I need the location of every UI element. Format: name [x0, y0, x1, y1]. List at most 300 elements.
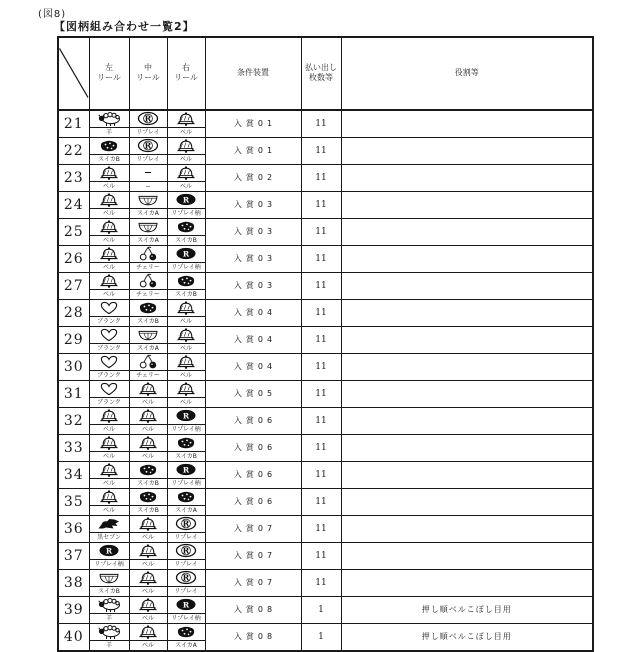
- condition-device-cell: 入賞08: [205, 596, 301, 623]
- symbol-label: スイカA: [175, 506, 197, 514]
- right-reel-cell: [167, 272, 205, 299]
- symbol-label: ブランク: [97, 398, 121, 406]
- melon-dark-icon: [168, 435, 205, 452]
- middle-reel-cell: [129, 461, 167, 488]
- symbol-label: ベル: [102, 263, 115, 271]
- symbol-label: ベル: [141, 533, 154, 541]
- symbol-label: 羊: [105, 128, 112, 136]
- dash-icon: [130, 165, 167, 182]
- row-number: 38: [58, 569, 89, 596]
- symbol-label: リプレイ: [174, 533, 198, 541]
- role-cell: [341, 380, 593, 407]
- left-reel-cell: [89, 353, 129, 380]
- payout-count-cell: 11: [301, 191, 341, 218]
- svg-text:R: R: [105, 546, 113, 556]
- condition-device-cell: 入賞07: [205, 569, 301, 596]
- melon-outline-icon: [90, 570, 129, 587]
- row-number: 33: [58, 434, 89, 461]
- black-seven-icon: [90, 516, 129, 533]
- symbol-label: ベル: [102, 182, 115, 190]
- replay-icon: [168, 543, 205, 560]
- row-number: 29: [58, 326, 89, 353]
- bell-icon: [90, 246, 129, 263]
- melon-dark-icon: [130, 462, 167, 479]
- header-row: [58, 37, 593, 110]
- condition-device-cell: 入賞02: [205, 164, 301, 191]
- condition-device-cell: 入賞01: [205, 137, 301, 164]
- left-reel-cell: [89, 218, 129, 245]
- oval-dark-icon: [168, 597, 205, 614]
- left-reel-cell: [89, 569, 129, 596]
- melon-dark-icon: [168, 489, 205, 506]
- symbol-label: ベル: [141, 425, 154, 433]
- svg-text:R: R: [182, 545, 190, 556]
- row-number: 21: [58, 110, 89, 138]
- replay-icon: [130, 111, 167, 128]
- left-reel-cell: [89, 299, 129, 326]
- left-reel-cell: [89, 542, 129, 569]
- right-reel-cell: [167, 515, 205, 542]
- bell-icon: [130, 570, 167, 587]
- payout-count-cell: 11: [301, 110, 341, 138]
- diagonal-line-icon: [59, 48, 89, 98]
- bell-icon: [90, 219, 129, 236]
- role-cell: 押し順ベルこぼし目用: [341, 596, 593, 623]
- payout-count-cell: 11: [301, 488, 341, 515]
- symbol-label: リプレイ: [174, 587, 198, 595]
- table-row: [58, 488, 593, 515]
- symbol-label: 羊: [105, 614, 112, 622]
- right-reel-cell: [167, 245, 205, 272]
- symbol-label: スイカB: [98, 587, 120, 595]
- left-reel-cell: [89, 488, 129, 515]
- bell-icon: [168, 138, 205, 155]
- table-body: [58, 110, 593, 651]
- bell-icon: [90, 192, 129, 209]
- figure-number: (図8): [38, 9, 67, 20]
- role-cell: [341, 326, 593, 353]
- condition-device-cell: 入賞04: [205, 353, 301, 380]
- svg-text:R: R: [182, 518, 190, 529]
- svg-text:R: R: [182, 249, 190, 259]
- bell-icon: [168, 300, 205, 317]
- row-number: 30: [58, 353, 89, 380]
- figure-title: 【図柄組み合わせ一覧2】: [54, 20, 195, 33]
- bell-icon: [90, 489, 129, 506]
- table-row: [58, 218, 593, 245]
- middle-reel-cell: [129, 299, 167, 326]
- right-reel-cell: [167, 434, 205, 461]
- bell-icon: [90, 273, 129, 290]
- payout-count-cell: 11: [301, 137, 341, 164]
- left-reel-cell: [89, 245, 129, 272]
- table-row: [58, 461, 593, 488]
- symbol-label: ベル: [179, 128, 192, 136]
- heart-icon: [90, 300, 129, 317]
- bell-icon: [130, 624, 167, 641]
- bell-icon: [168, 165, 205, 182]
- left-reel-cell: [89, 272, 129, 299]
- middle-reel-cell: [129, 569, 167, 596]
- heart-icon: [90, 327, 129, 344]
- table-row: [58, 380, 593, 407]
- condition-device-cell: 入賞03: [205, 245, 301, 272]
- header-middle-reel: 中 リール: [129, 37, 167, 110]
- symbol-label: ブランク: [97, 371, 121, 379]
- symbol-label: ブランク: [97, 344, 121, 352]
- row-number: 35: [58, 488, 89, 515]
- left-reel-cell: [89, 137, 129, 164]
- oval-dark-icon: [168, 408, 205, 425]
- role-cell: [341, 569, 593, 596]
- right-reel-cell: [167, 407, 205, 434]
- symbol-label: スイカB: [175, 290, 197, 298]
- condition-device-cell: 入賞05: [205, 380, 301, 407]
- melon-outline-icon: [130, 192, 167, 209]
- condition-device-cell: 入賞06: [205, 461, 301, 488]
- cherry-icon: [130, 273, 167, 290]
- symbol-label: ベル: [141, 398, 154, 406]
- role-cell: [341, 515, 593, 542]
- svg-text:R: R: [144, 140, 152, 151]
- left-reel-cell: [89, 434, 129, 461]
- middle-reel-cell: [129, 137, 167, 164]
- role-cell: [341, 272, 593, 299]
- condition-device-cell: 入賞04: [205, 326, 301, 353]
- melon-dark-icon: [90, 138, 129, 155]
- symbol-label: ベル: [141, 560, 154, 568]
- symbol-label: スイカB: [175, 452, 197, 460]
- condition-device-cell: 入賞06: [205, 407, 301, 434]
- row-number: 24: [58, 191, 89, 218]
- melon-dark-icon: [130, 300, 167, 317]
- middle-reel-cell: [129, 623, 167, 651]
- table-row: [58, 569, 593, 596]
- bell-icon: [168, 327, 205, 344]
- table-row: [58, 299, 593, 326]
- role-cell: [341, 164, 593, 191]
- svg-text:R: R: [182, 465, 190, 475]
- row-number: 22: [58, 137, 89, 164]
- bell-icon: [90, 435, 129, 452]
- table-row: [58, 434, 593, 461]
- right-reel-cell: [167, 623, 205, 651]
- table-row: [58, 407, 593, 434]
- condition-device-cell: 入賞07: [205, 542, 301, 569]
- payout-count-cell: 11: [301, 434, 341, 461]
- symbol-label: ベル: [141, 587, 154, 595]
- condition-device-cell: 入賞08: [205, 623, 301, 651]
- middle-reel-cell: [129, 191, 167, 218]
- middle-reel-cell: [129, 515, 167, 542]
- symbol-label: スイカB: [137, 479, 159, 487]
- payout-count-cell: 1: [301, 596, 341, 623]
- table-row: [58, 110, 593, 138]
- right-reel-cell: [167, 461, 205, 488]
- role-cell: [341, 299, 593, 326]
- left-reel-cell: [89, 191, 129, 218]
- replay-icon: [130, 138, 167, 155]
- symbol-label: リプレイ: [136, 128, 160, 136]
- symbol-label: チェリー: [136, 371, 160, 379]
- symbol-label: リプレイ柄: [171, 209, 201, 217]
- corner-cell: [58, 37, 89, 110]
- melon-outline-icon: [130, 219, 167, 236]
- right-reel-cell: [167, 380, 205, 407]
- symbol-label: ベル: [179, 182, 192, 190]
- symbol-label: 黒セブン: [97, 533, 121, 541]
- middle-reel-cell: [129, 245, 167, 272]
- right-reel-cell: [167, 299, 205, 326]
- role-cell: [341, 218, 593, 245]
- melon-dark-icon: [168, 624, 205, 641]
- symbol-label: ベル: [179, 317, 192, 325]
- bell-icon: [90, 165, 129, 182]
- role-cell: [341, 245, 593, 272]
- bell-icon: [168, 111, 205, 128]
- header-payout: 払い出し 枚数等: [301, 37, 341, 110]
- condition-device-cell: 入賞06: [205, 434, 301, 461]
- cherry-icon: [130, 354, 167, 371]
- oval-dark-icon: [168, 246, 205, 263]
- melon-dark-icon: [130, 489, 167, 506]
- heart-icon: [90, 354, 129, 371]
- bell-icon: [130, 381, 167, 398]
- oval-dark-icon: [168, 192, 205, 209]
- left-reel-cell: [89, 380, 129, 407]
- row-number: 32: [58, 407, 89, 434]
- payout-count-cell: 11: [301, 245, 341, 272]
- right-reel-cell: [167, 110, 205, 138]
- svg-text:R: R: [144, 113, 152, 124]
- symbol-label: スイカB: [98, 155, 120, 163]
- symbol-label: スイカA: [137, 236, 159, 244]
- heart-icon: [90, 381, 129, 398]
- right-reel-cell: [167, 596, 205, 623]
- symbol-label: チェリー: [136, 263, 160, 271]
- payout-count-cell: 11: [301, 164, 341, 191]
- role-cell: [341, 542, 593, 569]
- role-cell: [341, 137, 593, 164]
- left-reel-cell: [89, 515, 129, 542]
- middle-reel-cell: [129, 596, 167, 623]
- bell-icon: [168, 354, 205, 371]
- role-cell: 押し順ベルこぼし目用: [341, 623, 593, 651]
- right-reel-cell: [167, 326, 205, 353]
- condition-device-cell: 入賞04: [205, 299, 301, 326]
- row-number: 40: [58, 623, 89, 651]
- row-number: 31: [58, 380, 89, 407]
- condition-device-cell: 入賞03: [205, 272, 301, 299]
- symbol-label: ベル: [179, 398, 192, 406]
- middle-reel-cell: [129, 542, 167, 569]
- symbol-label: スイカA: [137, 209, 159, 217]
- symbol-label: リプレイ柄: [94, 560, 124, 568]
- row-number: 34: [58, 461, 89, 488]
- row-number: 39: [58, 596, 89, 623]
- middle-reel-cell: [129, 218, 167, 245]
- role-cell: [341, 407, 593, 434]
- payout-count-cell: 11: [301, 407, 341, 434]
- symbol-label: ベル: [102, 425, 115, 433]
- symbol-label: チェリー: [136, 290, 160, 298]
- left-reel-cell: [89, 164, 129, 191]
- symbol-label: ベル: [102, 452, 115, 460]
- replay-icon: [168, 570, 205, 587]
- left-reel-cell: [89, 623, 129, 651]
- condition-device-cell: 入賞06: [205, 488, 301, 515]
- table-row: [58, 326, 593, 353]
- svg-text:R: R: [182, 600, 190, 610]
- replay-icon: [168, 516, 205, 533]
- right-reel-cell: [167, 542, 205, 569]
- svg-text:R: R: [182, 195, 190, 205]
- payout-count-cell: 11: [301, 569, 341, 596]
- middle-reel-cell: [129, 380, 167, 407]
- payout-count-cell: 11: [301, 299, 341, 326]
- oval-dark-icon: [90, 543, 129, 560]
- bell-icon: [130, 435, 167, 452]
- cherry-icon: [130, 246, 167, 263]
- left-reel-cell: [89, 461, 129, 488]
- sheep-icon: [90, 597, 129, 614]
- symbol-label: リプレイ柄: [171, 614, 201, 622]
- bell-icon: [90, 462, 129, 479]
- role-cell: [341, 191, 593, 218]
- payout-count-cell: 11: [301, 515, 341, 542]
- sheep-icon: [90, 111, 129, 128]
- payout-count-cell: 11: [301, 461, 341, 488]
- row-number: 27: [58, 272, 89, 299]
- symbol-label: ベル: [141, 641, 154, 649]
- symbol-label: スイカB: [137, 317, 159, 325]
- right-reel-cell: [167, 569, 205, 596]
- symbol-label: ブランク: [97, 317, 121, 325]
- melon-dark-icon: [168, 219, 205, 236]
- payout-count-cell: 11: [301, 272, 341, 299]
- table-row: [58, 623, 593, 651]
- symbol-label: ベル: [102, 236, 115, 244]
- bell-icon: [168, 381, 205, 398]
- middle-reel-cell: [129, 110, 167, 138]
- symbol-label: ベル: [102, 506, 115, 514]
- payout-count-cell: 11: [301, 326, 341, 353]
- sheep-icon: [90, 624, 129, 641]
- oval-dark-icon: [168, 462, 205, 479]
- row-number: 36: [58, 515, 89, 542]
- symbol-label: リプレイ: [174, 560, 198, 568]
- table-row: [58, 245, 593, 272]
- header-role: 役割等: [341, 37, 593, 110]
- middle-reel-cell: [129, 488, 167, 515]
- bell-icon: [90, 408, 129, 425]
- melon-outline-icon: [130, 327, 167, 344]
- role-cell: [341, 434, 593, 461]
- symbol-label: リプレイ柄: [171, 479, 201, 487]
- right-reel-cell: [167, 218, 205, 245]
- symbol-combination-table: [57, 36, 594, 652]
- role-cell: [341, 110, 593, 138]
- symbol-label: リプレイ柄: [171, 425, 201, 433]
- middle-reel-cell: [129, 164, 167, 191]
- symbol-label: ベル: [141, 614, 154, 622]
- payout-count-cell: 11: [301, 542, 341, 569]
- table-row: [58, 272, 593, 299]
- table-row: [58, 515, 593, 542]
- symbol-label: ベル: [179, 344, 192, 352]
- middle-reel-cell: [129, 407, 167, 434]
- symbol-label: ベル: [102, 479, 115, 487]
- header-left-reel: 左 リール: [89, 37, 129, 110]
- right-reel-cell: [167, 191, 205, 218]
- symbol-label: リプレイ: [136, 155, 160, 163]
- condition-device-cell: 入賞03: [205, 191, 301, 218]
- melon-dark-icon: [168, 273, 205, 290]
- condition-device-cell: 入賞03: [205, 218, 301, 245]
- symbol-label: リプレイ柄: [171, 263, 201, 271]
- symbol-label: ベル: [179, 155, 192, 163]
- header-condition-device: 条件装置: [205, 37, 301, 110]
- symbol-label: スイカB: [137, 506, 159, 514]
- symbol-label: スイカA: [137, 344, 159, 352]
- header-right-reel: 右 リール: [167, 37, 205, 110]
- role-cell: [341, 461, 593, 488]
- table-row: [58, 353, 593, 380]
- symbol-label: ベル: [102, 290, 115, 298]
- left-reel-cell: [89, 110, 129, 138]
- symbol-label: −: [145, 182, 151, 190]
- left-reel-cell: [89, 596, 129, 623]
- svg-text:R: R: [182, 411, 190, 421]
- left-reel-cell: [89, 407, 129, 434]
- right-reel-cell: [167, 137, 205, 164]
- table-row: [58, 191, 593, 218]
- payout-count-cell: 1: [301, 623, 341, 651]
- payout-count-cell: 11: [301, 380, 341, 407]
- condition-device-cell: 入賞01: [205, 110, 301, 138]
- bell-icon: [130, 597, 167, 614]
- role-cell: [341, 488, 593, 515]
- right-reel-cell: [167, 353, 205, 380]
- symbol-label: 羊: [105, 641, 112, 649]
- bell-icon: [130, 408, 167, 425]
- right-reel-cell: [167, 488, 205, 515]
- table-row: [58, 164, 593, 191]
- right-reel-cell: [167, 164, 205, 191]
- role-cell: [341, 353, 593, 380]
- svg-text:R: R: [182, 572, 190, 583]
- row-number: 28: [58, 299, 89, 326]
- row-number: 26: [58, 245, 89, 272]
- symbol-label: スイカB: [175, 236, 197, 244]
- symbol-label: スイカA: [175, 641, 197, 649]
- bell-icon: [130, 516, 167, 533]
- condition-device-cell: 入賞07: [205, 515, 301, 542]
- middle-reel-cell: [129, 434, 167, 461]
- table-row: [58, 542, 593, 569]
- middle-reel-cell: [129, 272, 167, 299]
- payout-count-cell: 11: [301, 218, 341, 245]
- payout-count-cell: 11: [301, 353, 341, 380]
- row-number: 37: [58, 542, 89, 569]
- bell-icon: [130, 543, 167, 560]
- row-number: 23: [58, 164, 89, 191]
- left-reel-cell: [89, 326, 129, 353]
- symbol-label: ベル: [179, 371, 192, 379]
- row-number: 25: [58, 218, 89, 245]
- table-row: [58, 596, 593, 623]
- symbol-label: ベル: [141, 452, 154, 460]
